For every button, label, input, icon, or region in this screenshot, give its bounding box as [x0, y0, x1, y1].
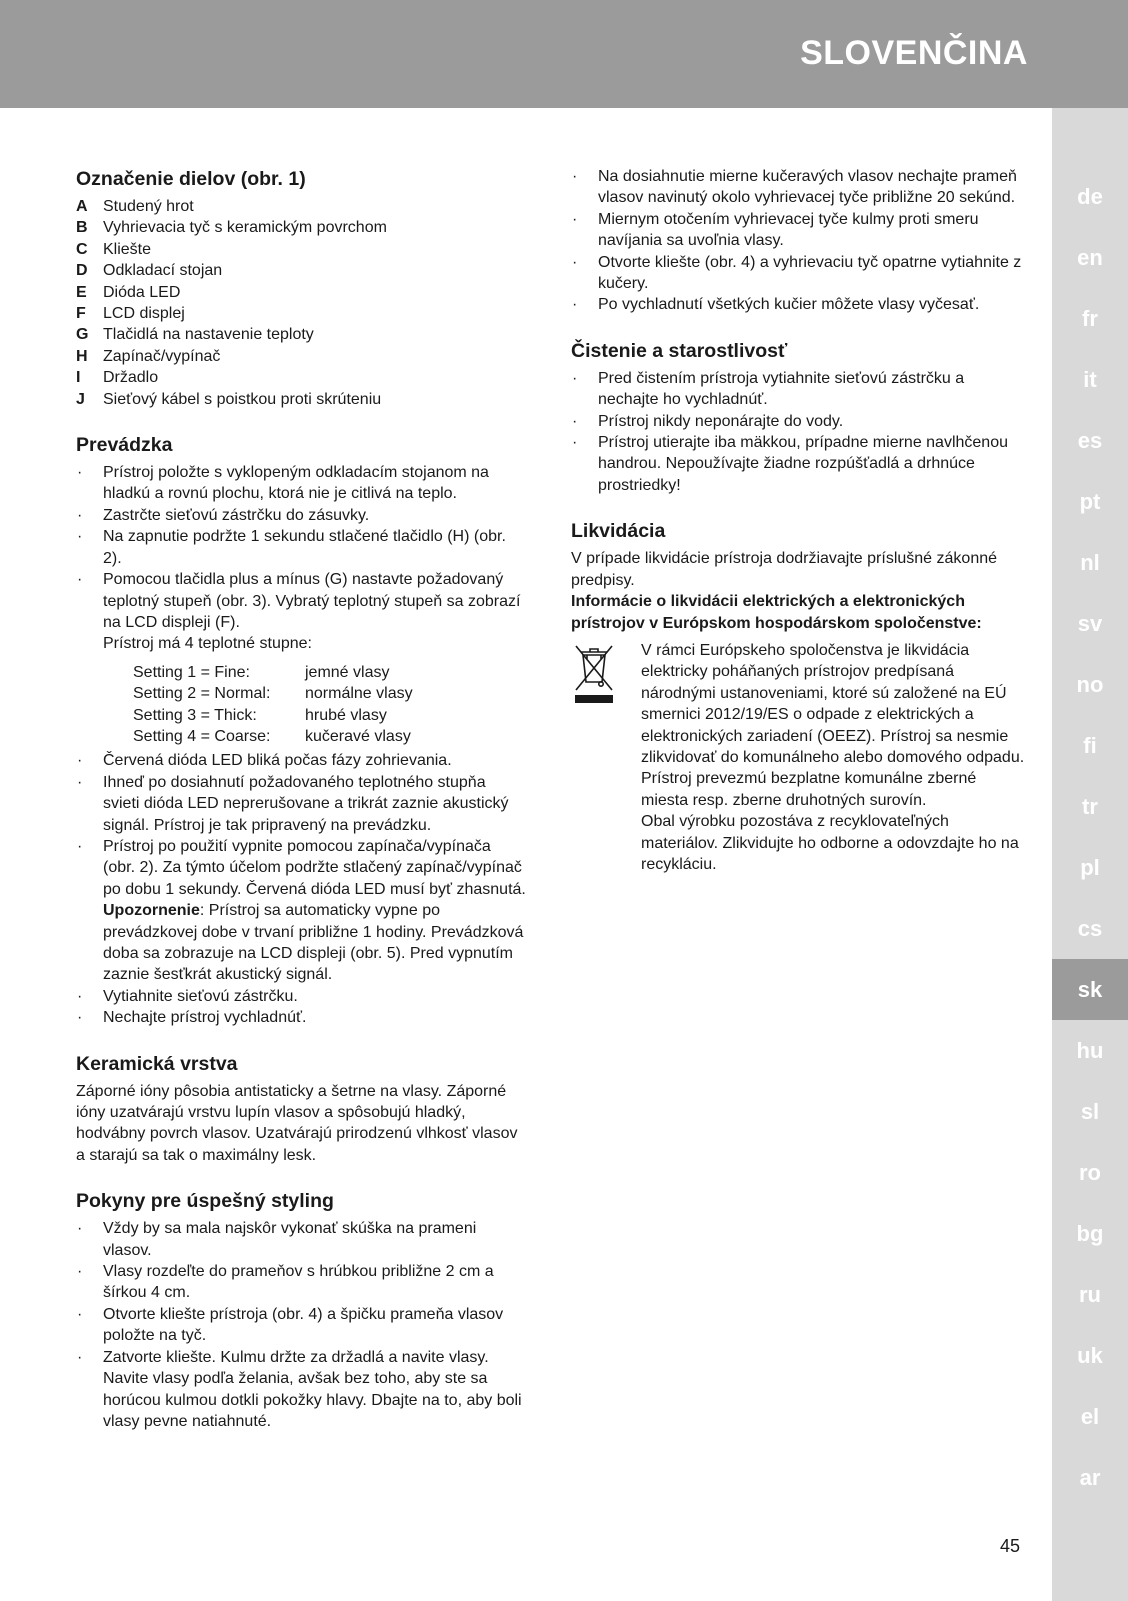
language-title: SLOVENČINA — [800, 34, 1028, 72]
warning-text: : Prístroj sa automaticky vypne po prevádzkovej dobe v trvaní približne 1 hodiny. Prevádzková doba sa zobrazuje na LCD displeji (obr. 5). Pred vypnutím zaznie šesťkrát akustický signál. — [103, 902, 524, 984]
left-column — [76, 166, 526, 1454]
settings-table — [76, 662, 526, 748]
warning-note — [76, 900, 526, 986]
list-item-text: Otvorte kliešte prístroja (obr. 4) a špičku prameňa vlasov položte na tyč. — [103, 1305, 504, 1345]
bullet-marker: · — [77, 464, 83, 482]
list-item-text: Miernym otočením vyhrievacej tyče kulmy proti smeru navíjania sa uvoľnia vlasy. — [598, 210, 979, 250]
part-letter: I — [76, 369, 81, 387]
lang-tab-sl[interactable]: sl — [1080, 1099, 1100, 1124]
lang-tab-tr[interactable]: tr — [1082, 794, 1098, 819]
part-letter: C — [76, 240, 88, 258]
bullet-marker: · — [572, 168, 578, 185]
list-item-text: Pomocou tlačidla plus a mínus (G) nastavte požadovaný teplotný stupeň (obr. 3). Vybratý teplotný stupeň sa zobrazí na LCD displeji (F). — [103, 571, 521, 631]
page-number: 45 — [1000, 1536, 1021, 1556]
ceramic-heading: Keramická vrstva — [76, 1052, 238, 1075]
language-sidebar — [1052, 108, 1128, 1601]
warning-label: Upozornenie — [103, 902, 200, 920]
parts-item — [76, 260, 526, 281]
styling-section — [76, 1188, 526, 1432]
part-label: Vyhrievacia tyč s keramickým povrchom — [103, 219, 387, 237]
setting-name: Setting 3 = Thick: — [133, 706, 257, 724]
bullet-marker: · — [572, 296, 578, 314]
list-item-text: Nechajte prístroj vychladnúť. — [103, 1009, 307, 1027]
list-item — [76, 986, 526, 1007]
disposal-paragraph: Obal výrobku pozostáva z recyklovateľných materiálov. Zlikvidujte ho odborne a odovzdajte ho na recykláciu. — [641, 813, 1019, 873]
lang-tab-el[interactable]: el — [1080, 1404, 1100, 1429]
bullet-marker: · — [77, 528, 83, 546]
parts-list — [76, 196, 526, 410]
part-letter: A — [76, 198, 88, 215]
list-item-text: Zastrčte sieťovú zástrčku do zásuvky. — [103, 506, 370, 524]
lang-tab-cs[interactable]: cs — [1077, 916, 1103, 941]
list-item — [571, 294, 1026, 315]
lang-tab-pl[interactable]: pl — [1080, 855, 1100, 880]
list-item — [76, 569, 526, 633]
bullet-marker: · — [77, 1305, 83, 1323]
list-item — [76, 526, 526, 569]
list-item-text: Červená dióda LED bliká počas fázy zohrievania. — [103, 752, 452, 770]
lang-tab-no[interactable]: no — [1076, 672, 1104, 697]
bullet-marker: · — [572, 412, 578, 430]
styling-continued — [571, 166, 1026, 316]
lang-tab-ro[interactable]: ro — [1079, 1160, 1101, 1185]
disposal-heading: Likvidácia — [571, 520, 666, 543]
part-letter: B — [76, 219, 88, 237]
part-label: Držadlo — [103, 369, 159, 387]
list-item — [76, 462, 526, 505]
parts-item — [76, 389, 526, 410]
bullet-marker: · — [77, 1220, 83, 1238]
bullet-marker: · — [77, 1263, 83, 1281]
lang-tab-en[interactable]: en — [1077, 245, 1103, 270]
setting-name: Setting 4 = Coarse: — [133, 727, 271, 745]
lang-tab-hu[interactable]: hu — [1076, 1038, 1104, 1063]
lang-tab-sv[interactable]: sv — [1077, 611, 1103, 636]
part-letter: J — [76, 390, 85, 408]
parts-item — [76, 217, 526, 238]
setting-value: jemné vlasy — [305, 663, 390, 681]
parts-item — [76, 303, 526, 324]
list-item — [571, 368, 1026, 411]
part-label: Zapínač/vypínač — [103, 347, 221, 365]
weee-text — [641, 640, 1026, 875]
disposal-section — [571, 518, 1026, 875]
lang-tab-fi[interactable]: fi — [1083, 733, 1097, 758]
setting-row — [133, 726, 526, 747]
parts-item — [76, 324, 526, 345]
bullet-marker: · — [77, 773, 83, 791]
lang-tab-de[interactable]: de — [1077, 184, 1103, 209]
bullet-marker: · — [77, 752, 83, 770]
cleaning-section — [571, 338, 1026, 496]
list-item-text: Otvorte kliešte (obr. 4) a vyhrievaciu tyč opatrne vytiahnite z kučery. — [598, 253, 1022, 293]
bullet-marker: · — [77, 837, 83, 855]
setting-value: kučeravé vlasy — [305, 727, 411, 745]
list-item-text: Prístroj utierajte iba mäkkou, prípadne mierne navlhčenou handrou. Nepoužívajte žiadne rozpúšťadlá a drhnúce prostriedky! — [598, 434, 1008, 494]
styling-heading: Pokyny pre úspešný styling — [76, 1190, 334, 1213]
ceramic-text: Záporné ióny pôsobia antistaticky a šetrne na vlasy. Záporné ióny uzatvárajú vrstvu lupín vlasov a spôsobujú hladký, hodvábny povrch vlasov. Uzatvárajú prirodzenú vlhkosť vlasov a starajú sa tak o maximálny lesk. — [76, 1082, 518, 1164]
list-item-text: Zatvorte kliešte. Kulmu držte za držadlá a navite vlasy. Navite vlasy podľa želania, avšak bez toho, aby ste sa horúcou kulmou dotkli pokožky hlavy. Dbajte na to, aby boli vlasy pevne natiahnuté. — [103, 1348, 522, 1430]
setting-name: Setting 1 = Fine: — [133, 663, 250, 681]
part-letter: H — [76, 347, 88, 365]
lang-tab-nl[interactable]: nl — [1080, 550, 1100, 575]
disposal-paragraph: Prístroj prevezmú bezplatne komunálne zberné miesta resp. zberne druhotných surovín. — [641, 770, 977, 809]
lang-tab-bg[interactable]: bg — [1076, 1221, 1104, 1246]
bullet-marker: · — [572, 210, 578, 228]
parts-item — [76, 346, 526, 367]
parts-section — [76, 166, 526, 410]
parts-item — [76, 196, 526, 217]
bullet-marker: · — [77, 1348, 83, 1366]
lang-tab-ru[interactable]: ru — [1079, 1282, 1101, 1307]
page-header — [0, 0, 1128, 108]
list-item-text: Prístroj nikdy neponárajte do vody. — [598, 412, 844, 430]
parts-heading: Označenie dielov (obr. 1) — [76, 168, 306, 190]
list-item-text: Po vychladnutí všetkých kučier môžete vlasy vyčesať. — [598, 296, 980, 314]
list-item-text: Pred čistením prístroja vytiahnite sieťovú zástrčku a nechajte ho vychladnúť. — [598, 369, 965, 409]
parts-item — [76, 282, 526, 303]
disposal-intro: V prípade likvidácie prístroja dodržiavajte príslušné zákonné predpisy. — [571, 550, 998, 589]
bullet-marker: · — [572, 369, 578, 387]
setting-value: normálne vlasy — [305, 685, 413, 703]
setting-name: Setting 2 = Normal: — [133, 685, 271, 703]
list-item-text: Vždy by sa mala najskôr vykonať skúška na prameni vlasov. — [103, 1220, 477, 1259]
list-item — [571, 432, 1026, 496]
part-letter: F — [76, 305, 86, 323]
ceramic-section — [76, 1051, 526, 1167]
right-column — [571, 166, 1026, 897]
part-label: Studený hrot — [103, 198, 194, 215]
list-item-text: Prístroj po použití vypnite pomocou zapínača/vypínača (obr. 2). Za týmto účelom podržte stlačený zapínač/vypínač po dobu 1 sekundy. Červená dióda LED musí byť zhasnutá. — [103, 837, 526, 898]
bullet-marker: · — [572, 253, 578, 271]
list-item-text: Ihneď po dosiahnutí požadovaného teplotného stupňa svieti dióda LED neprerušovane a trikrát zaznie akustický signál. Prístroj je tak pripravený na prevádzku. — [103, 773, 509, 834]
lang-tab-uk[interactable]: uk — [1077, 1343, 1103, 1368]
operation-section — [76, 432, 526, 1029]
setting-value: hrubé vlasy — [305, 706, 387, 724]
crossed-out-wheelie-bin-icon — [571, 640, 641, 875]
part-letter: E — [76, 283, 87, 301]
lang-tab-fr[interactable]: fr — [1082, 306, 1098, 331]
list-item — [76, 1347, 526, 1433]
lang-tab-ar[interactable]: ar — [1079, 1465, 1101, 1490]
levels-intro: Prístroj má 4 teplotné stupne: — [103, 635, 312, 653]
part-letter: D — [76, 262, 88, 280]
list-item — [571, 166, 1026, 209]
list-item — [76, 1007, 526, 1028]
bullet-marker: · — [572, 434, 578, 452]
list-item — [76, 1261, 526, 1304]
part-label: LCD displej — [103, 305, 185, 323]
part-label: Odkladací stojan — [103, 262, 223, 280]
part-label: Dióda LED — [103, 283, 181, 301]
operation-heading: Prevádzka — [76, 434, 173, 457]
list-item — [571, 252, 1026, 295]
bullet-marker: · — [77, 571, 83, 589]
part-label: Kliešte — [103, 240, 152, 258]
lang-tab-pt[interactable]: pt — [1079, 489, 1101, 514]
disposal-bold-line: Informácie o likvidácii elektrických a elektronických prístrojov v Európskom hospodárskom spoločenstve: — [571, 593, 982, 632]
disposal-paragraph: V rámci Európskeho spoločenstva je likvidácia elektricky poháňaných prístrojov predpísaná národnými ustanoveniami, ktoré sú založené na EÚ smernici 2012/19/ES o odpade z elektrických a elektronických zariadení (OEEZ). Prístroj sa nesmie zlikvidovať do komunálneho alebo domového odpadu. — [641, 641, 1025, 766]
list-item — [76, 750, 526, 771]
lang-tab-sk[interactable]: sk — [1052, 959, 1128, 1020]
list-item-text: Vytiahnite sieťovú zástrčku. — [103, 987, 298, 1005]
list-item — [571, 209, 1026, 252]
setting-row — [133, 683, 526, 704]
list-item — [76, 836, 526, 900]
lang-tab-es[interactable]: es — [1077, 428, 1103, 453]
parts-item — [76, 239, 526, 260]
list-item — [76, 1304, 526, 1347]
bullet-marker: · — [77, 506, 83, 524]
list-item — [76, 1218, 526, 1261]
setting-row — [133, 662, 526, 683]
setting-row — [133, 705, 526, 726]
list-item — [571, 411, 1026, 432]
bullet-marker: · — [77, 987, 83, 1005]
list-item-text: Vlasy rozdeľte do prameňov s hrúbkou približne 2 cm a šírkou 4 cm. — [103, 1263, 494, 1302]
list-item-text: Prístroj položte s vyklopeným odkladacím stojanom na hladkú a rovnú plochu, ktorá nie je citlivá na teplo. — [103, 464, 489, 503]
list-item-text: Na zapnutie podržte 1 sekundu stlačené tlačidlo (H) (obr. 2). — [103, 528, 506, 567]
weee-block — [571, 640, 1026, 875]
parts-item — [76, 367, 526, 388]
part-label: Tlačidlá na nastavenie teploty — [103, 326, 314, 344]
cleaning-heading: Čistenie a starostlivosť — [571, 339, 788, 362]
lang-tab-it[interactable]: it — [1083, 367, 1097, 392]
list-item — [76, 772, 526, 836]
list-item-text: Na dosiahnutie mierne kučeravých vlasov nechajte prameň vlasov navinutý okolo vyhrievacej tyče približne 20 sekúnd. — [598, 168, 1017, 207]
part-letter: G — [76, 326, 89, 344]
bullet-marker: · — [77, 1009, 83, 1027]
list-item — [76, 505, 526, 526]
part-label: Sieťový kábel s poistkou proti skrúteniu — [103, 390, 382, 408]
